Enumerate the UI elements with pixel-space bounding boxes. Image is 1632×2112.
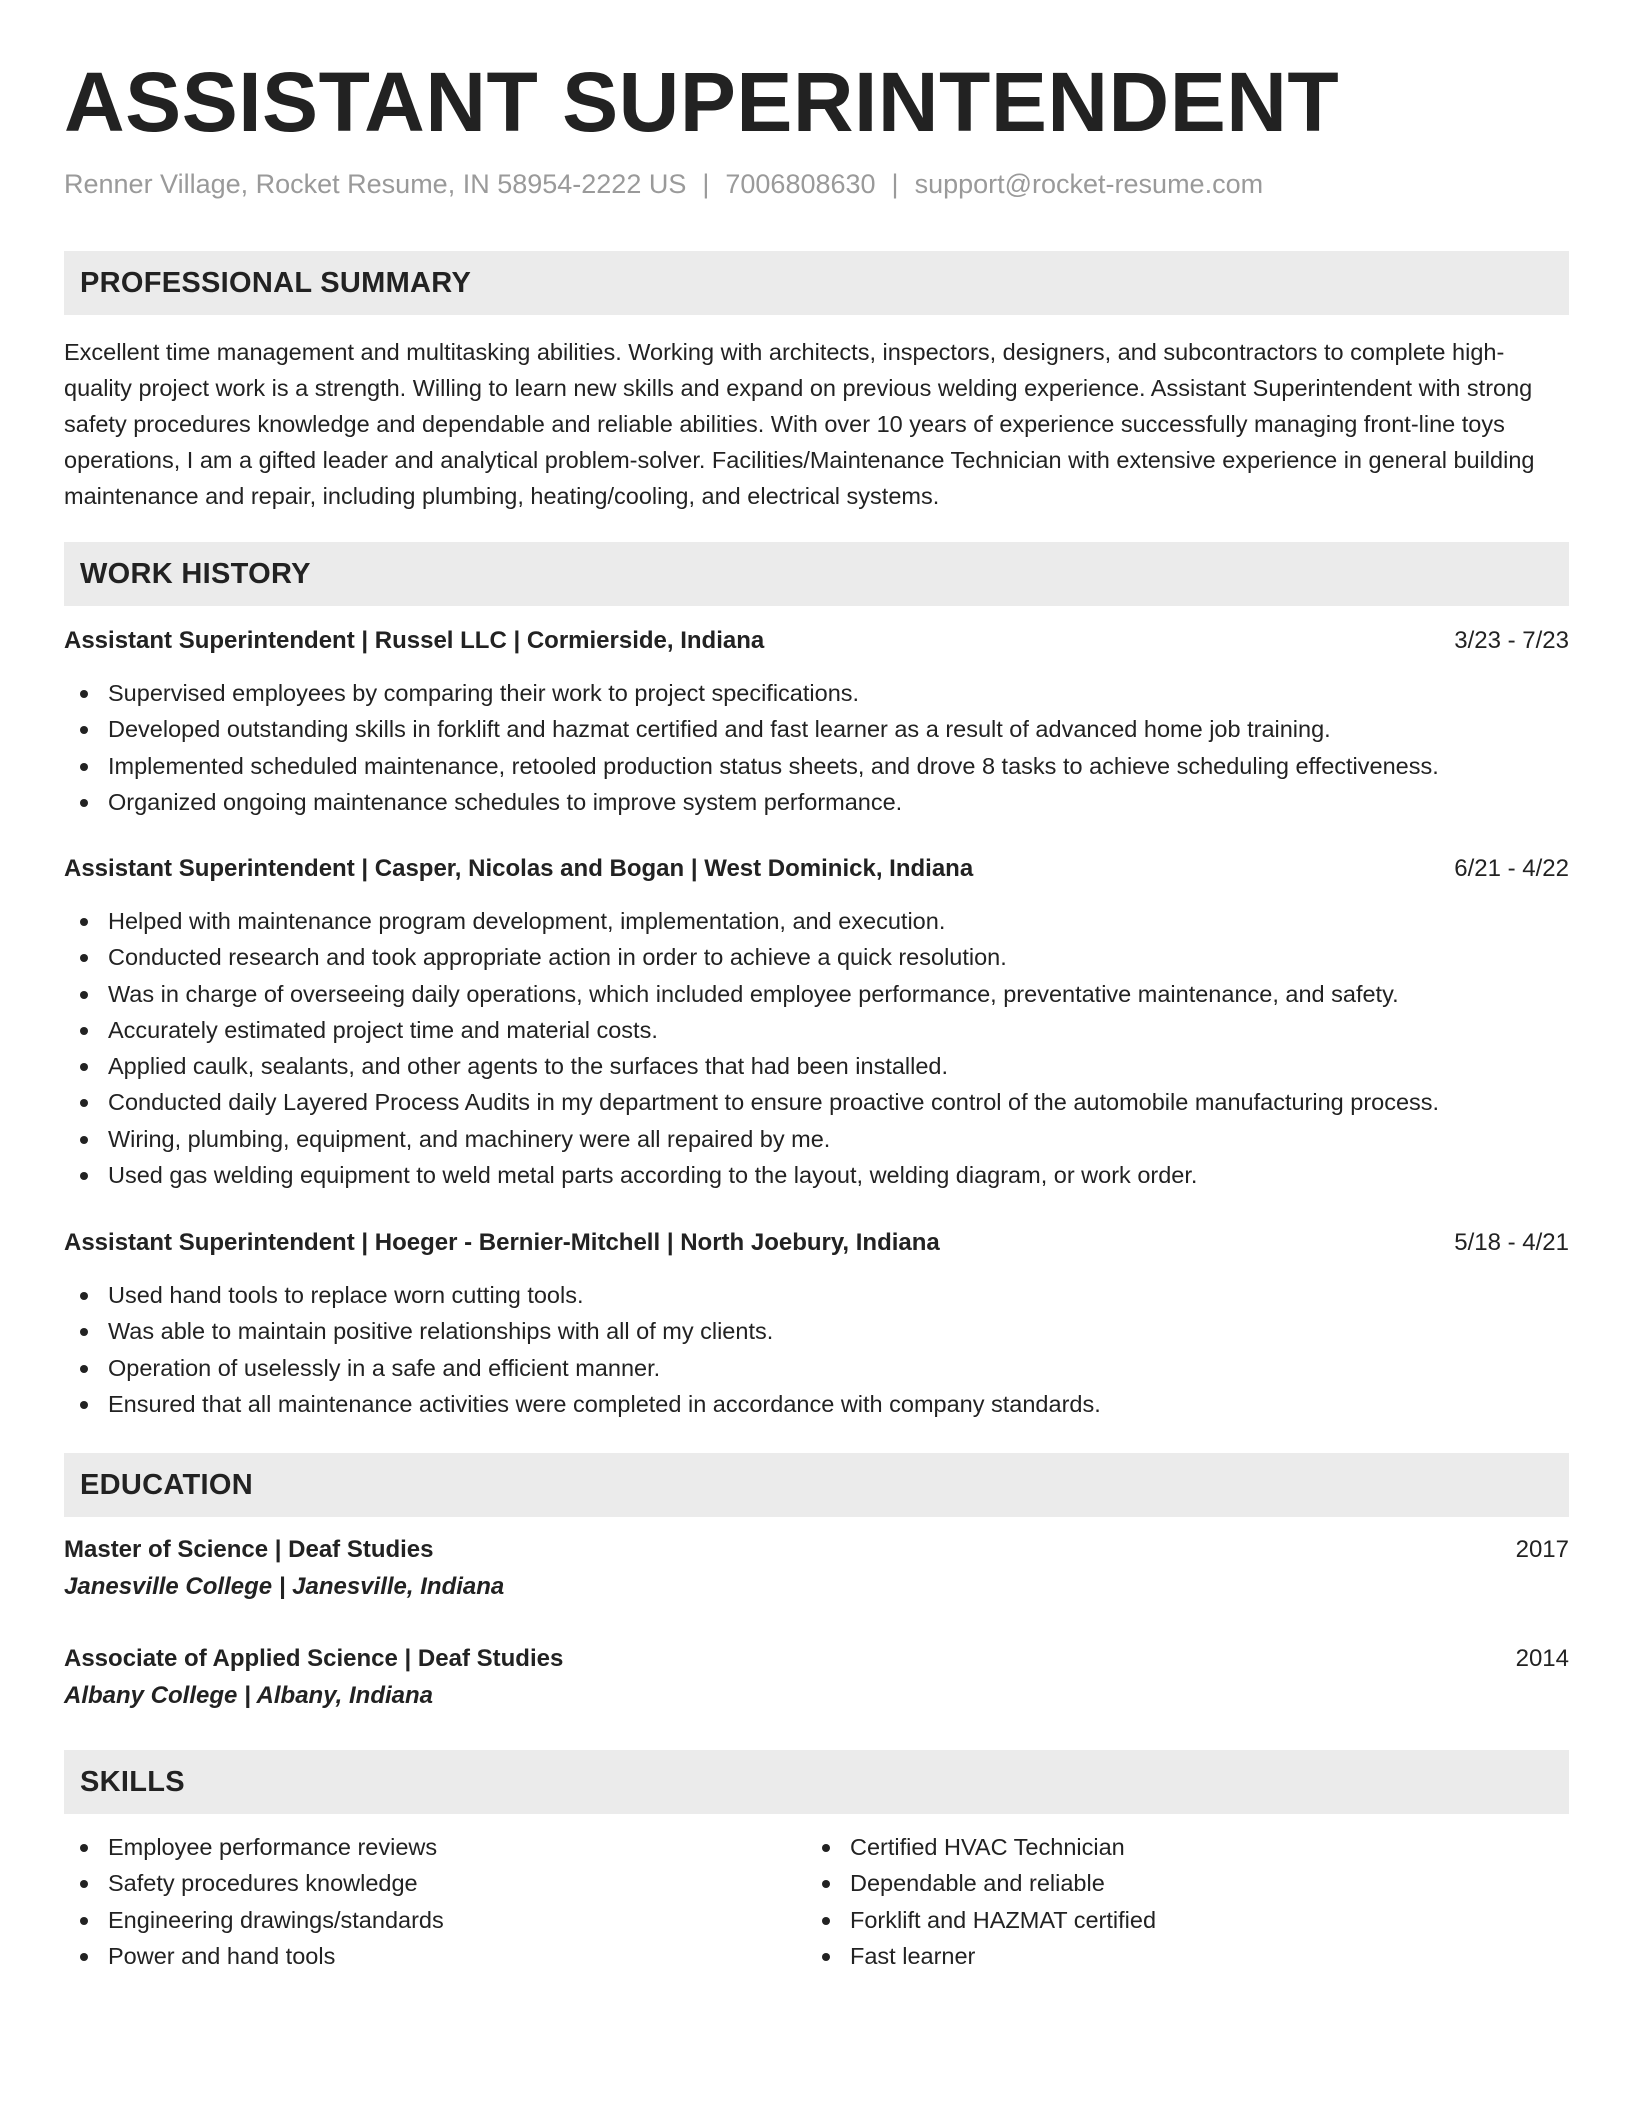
job-entry — [64, 851, 1569, 1193]
job-title: Assistant Superintendent | Casper, Nicolas and Bogan | West Dominick, Indiana — [64, 855, 974, 882]
education-school: Albany College | Albany, Indiana — [64, 1682, 433, 1709]
job-bullet: Used hand tools to replace worn cutting tools. — [64, 1277, 1569, 1313]
job-header — [64, 623, 1569, 659]
education-header — [64, 1641, 1569, 1677]
section-header-work-history — [64, 542, 1569, 606]
skill-item: Safety procedures knowledge — [64, 1865, 806, 1901]
job-bullet: Implemented scheduled maintenance, retooled production status sheets, and drove 8 tasks to achieve scheduling effectiveness. — [64, 748, 1569, 784]
skills-column-right — [806, 1829, 1548, 1974]
section-title-skills: SKILLS — [80, 1765, 185, 1798]
education-school: Janesville College | Janesville, Indiana — [64, 1573, 505, 1600]
skill-item: Dependable and reliable — [806, 1865, 1548, 1901]
section-header-skills — [64, 1750, 1569, 1814]
job-bullet: Was able to maintain positive relationships with all of my clients. — [64, 1313, 1569, 1349]
job-title: Assistant Superintendent | Hoeger - Bernier-Mitchell | North Joebury, Indiana — [64, 1229, 940, 1256]
contact-separator: | — [891, 169, 899, 199]
job-bullet: Ensured that all maintenance activities were completed in accordance with company standards. — [64, 1386, 1569, 1422]
job-bullet-list — [64, 903, 1569, 1193]
job-title: Assistant Superintendent | Russel LLC | Cormierside, Indiana — [64, 627, 765, 654]
job-bullet: Applied caulk, sealants, and other agents to the surfaces that had been installed. — [64, 1048, 1569, 1084]
job-bullet-list — [64, 675, 1569, 820]
job-bullet: Wiring, plumbing, equipment, and machinery were all repaired by me. — [64, 1121, 1569, 1157]
education-entry — [64, 1532, 1569, 1606]
contact-email: support@rocket-resume.com — [914, 169, 1264, 199]
education-year: 2014 — [1515, 1645, 1569, 1672]
job-header — [64, 851, 1569, 887]
skills-column-left — [64, 1829, 806, 1974]
education-entry — [64, 1641, 1569, 1715]
job-bullet: Conducted research and took appropriate action in order to achieve a quick resolution. — [64, 939, 1569, 975]
job-bullet-list — [64, 1277, 1569, 1422]
skills-list — [64, 1829, 1569, 1974]
skill-item: Engineering drawings/standards — [64, 1902, 806, 1938]
job-bullet: Helped with maintenance program development, implementation, and execution. — [64, 903, 1569, 939]
job-header — [64, 1225, 1569, 1261]
summary-text: Excellent time management and multitasking abilities. Working with architects, inspectors, designers, and subcontractors to complete high-quality project work is a strength. Willing to learn new skills and expand on previous welding experience. Assistant Superintendent with strong safety procedures knowledge and dependable and reliable abilities. With over 10 years of experience successfully managing front-line toys operations, I am a gifted leader and analytical problem-solver. Facilities/Maintenance Technician with extensive experience in general building maintenance and repair, including plumbing, heating/cooling, and electrical systems. — [64, 339, 1535, 509]
skill-item: Fast learner — [806, 1938, 1548, 1974]
education-degree: Associate of Applied Science | Deaf Studies — [64, 1645, 564, 1672]
section-title-work-history: WORK HISTORY — [80, 557, 311, 590]
job-bullet: Accurately estimated project time and material costs. — [64, 1012, 1569, 1048]
job-bullet: Was in charge of overseeing daily operations, which included employee performance, preventative maintenance, and safety. — [64, 976, 1569, 1012]
job-bullet: Developed outstanding skills in forklift and hazmat certified and fast learner as a result of advanced home job training. — [64, 711, 1569, 747]
job-dates: 5/18 - 4/21 — [1454, 1229, 1569, 1256]
education-year: 2017 — [1515, 1536, 1569, 1563]
education-degree: Master of Science | Deaf Studies — [64, 1536, 434, 1563]
skill-item: Power and hand tools — [64, 1938, 806, 1974]
section-title-summary: PROFESSIONAL SUMMARY — [80, 266, 472, 299]
education-header — [64, 1532, 1569, 1568]
section-header-summary — [64, 251, 1569, 315]
section-title-education: EDUCATION — [80, 1468, 253, 1501]
job-bullet: Organized ongoing maintenance schedules to improve system performance. — [64, 784, 1569, 820]
candidate-name: ASSISTANT SUPERINTENDENT — [64, 55, 1340, 149]
skill-item: Forklift and HAZMAT certified — [806, 1902, 1548, 1938]
job-dates: 3/23 - 7/23 — [1454, 627, 1569, 654]
job-bullet: Supervised employees by comparing their work to project specifications. — [64, 675, 1569, 711]
job-bullet: Used gas welding equipment to weld metal parts according to the layout, welding diagram, or work order. — [64, 1157, 1569, 1193]
contact-separator: | — [702, 169, 710, 199]
job-entry — [64, 1225, 1569, 1422]
job-bullet: Operation of uselessly in a safe and efficient manner. — [64, 1350, 1569, 1386]
skill-item: Employee performance reviews — [64, 1829, 806, 1865]
contact-phone: 7006808630 — [725, 169, 876, 199]
job-dates: 6/21 - 4/22 — [1454, 855, 1569, 882]
job-entry — [64, 623, 1569, 820]
contact-address: Renner Village, Rocket Resume, IN 58954-2222 US — [64, 169, 687, 199]
job-bullet: Conducted daily Layered Process Audits in my department to ensure proactive control of the automobile manufacturing process. — [64, 1084, 1569, 1120]
skill-item: Certified HVAC Technician — [806, 1829, 1548, 1865]
section-header-education — [64, 1453, 1569, 1517]
contact-line — [64, 166, 1263, 202]
